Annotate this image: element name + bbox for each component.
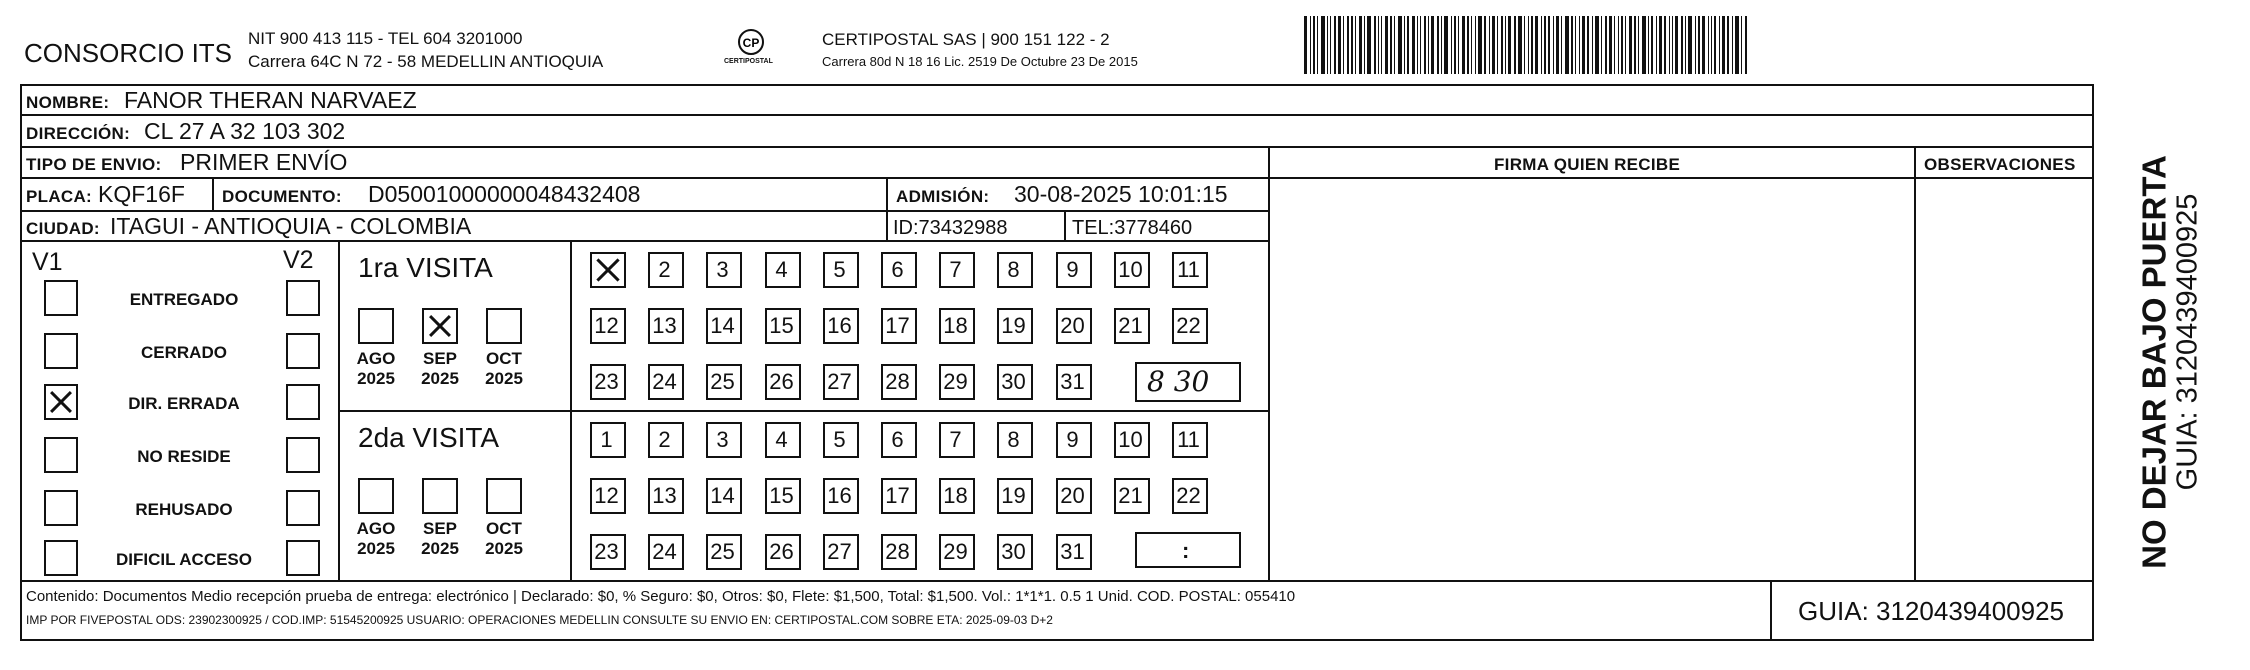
barcode-bar	[1681, 16, 1683, 74]
barcode-bar	[1505, 16, 1506, 74]
v1-checkbox[interactable]	[44, 540, 78, 576]
firma-header: FIRMA QUIEN RECIBE	[1494, 155, 1681, 174]
v1-header: V1	[32, 248, 63, 276]
barcode-bar	[1541, 16, 1542, 74]
barcode-bar	[1571, 16, 1573, 74]
barcode-bar	[1638, 16, 1639, 74]
barcode-bar	[1634, 16, 1636, 74]
barcode-bar	[1575, 16, 1576, 74]
month-year: 2025	[357, 539, 395, 558]
barcode-bar	[1327, 16, 1328, 74]
footer-guia: GUIA: 3120439400925	[1798, 596, 2064, 626]
barcode-bar	[1601, 16, 1602, 74]
barcode-bar	[1579, 16, 1580, 74]
day-box[interactable]: 4	[765, 422, 801, 458]
day-box[interactable]: 2	[648, 252, 684, 288]
barcode-bar	[1441, 16, 1442, 74]
month-year: 2025	[421, 369, 459, 388]
day-box[interactable]: 25	[706, 534, 742, 570]
day-box[interactable]: 31	[1056, 534, 1092, 570]
svg-text:CP: CP	[742, 36, 760, 50]
barcode-bar	[1475, 16, 1476, 74]
barcode-bar	[1420, 16, 1421, 74]
barcode-bar	[1708, 16, 1709, 74]
day-box[interactable]: 14	[706, 308, 742, 344]
barcode-bar	[1618, 16, 1619, 74]
v1-checkbox[interactable]	[44, 384, 78, 420]
month-checkbox[interactable]	[358, 308, 394, 344]
barcode-bar	[1404, 16, 1405, 74]
day-box[interactable]: 21	[1114, 308, 1150, 344]
day-box[interactable]: 28	[881, 534, 917, 570]
day-box[interactable]: 7	[939, 252, 975, 288]
day-box[interactable]: 29	[939, 364, 975, 400]
barcode-bar	[1544, 16, 1546, 74]
day-box[interactable]: 13	[648, 478, 684, 514]
barcode-bar	[1592, 16, 1593, 74]
barcode	[1304, 16, 1749, 74]
barcode-bar	[1582, 16, 1585, 74]
barcode-bar	[1735, 16, 1739, 74]
day-box[interactable]: 8	[997, 252, 1033, 288]
day-box[interactable]: 27	[823, 364, 859, 400]
day-box[interactable]: 14	[706, 478, 742, 514]
barcode-bar	[1651, 16, 1653, 74]
barcode-bar	[1695, 16, 1696, 74]
day-box[interactable]: 23	[590, 534, 626, 570]
month-checkbox[interactable]	[358, 478, 394, 514]
v2-checkbox[interactable]	[286, 490, 320, 526]
barcode-bar	[1338, 16, 1341, 74]
barcode-bar	[1321, 16, 1325, 74]
day-box[interactable]: 12	[590, 478, 626, 514]
v1-checkbox[interactable]	[44, 280, 78, 316]
admision-label: ADMISIÓN:	[896, 187, 990, 206]
v2-checkbox[interactable]	[286, 280, 320, 316]
visit2-time-box[interactable]	[1135, 532, 1241, 568]
barcode-bar	[1518, 16, 1522, 74]
admision-value: 30-08-2025 10:01:15	[1014, 181, 1228, 207]
visit1-time: 8 30	[1147, 365, 1210, 398]
documento-label: DOCUMENTO:	[222, 187, 342, 206]
day-box[interactable]: 16	[823, 308, 859, 344]
day-box[interactable]: 10	[1114, 422, 1150, 458]
month-checkbox[interactable]	[486, 308, 522, 344]
month-year: 2025	[421, 539, 459, 558]
barcode-bar	[1508, 16, 1511, 74]
v2-checkbox[interactable]	[286, 333, 320, 369]
barcode-bar	[1489, 16, 1490, 74]
day-box[interactable]: 26	[765, 364, 801, 400]
barcode-bar	[1698, 16, 1700, 74]
barcode-bar	[1330, 16, 1331, 74]
month-name: SEP	[422, 519, 458, 538]
barcode-bar	[1367, 16, 1371, 74]
visit2-time: :	[1182, 538, 1190, 563]
barcode-bar	[1548, 16, 1550, 74]
barcode-bar	[1334, 16, 1336, 74]
barcode-bar	[1714, 16, 1716, 74]
nombre-value: FANOR THERAN NARVAEZ	[124, 87, 417, 113]
day-box[interactable]: 9	[1056, 252, 1092, 288]
day-box[interactable]: 17	[881, 478, 917, 514]
barcode-bar	[1732, 16, 1733, 74]
barcode-bar	[1313, 16, 1315, 74]
id-value: ID:73432988	[893, 217, 1008, 239]
barcode-bar	[1444, 16, 1448, 74]
day-box[interactable]: 19	[997, 478, 1033, 514]
barcode-bar	[1310, 16, 1311, 74]
barcode-bar	[1484, 16, 1486, 74]
barcode-bar	[1364, 16, 1365, 74]
month-name: AGO	[356, 519, 396, 538]
barcode-bar	[1417, 16, 1418, 74]
barcode-bar	[1428, 16, 1429, 74]
barcode-bar	[1374, 16, 1376, 74]
ciudad-label: CIUDAD:	[26, 219, 100, 238]
barcode-bar	[1553, 16, 1554, 74]
day-box[interactable]: 27	[823, 534, 859, 570]
barcode-bar	[1407, 16, 1409, 74]
barcode-bar	[1390, 16, 1392, 74]
day-box[interactable]: 11	[1172, 252, 1208, 288]
v2-checkbox[interactable]	[286, 384, 320, 420]
reason-label: REHUSADO	[135, 500, 233, 519]
day-box[interactable]: 31	[1056, 364, 1092, 400]
visit2-title: 2da VISITA	[358, 422, 500, 453]
day-box[interactable]: 13	[648, 308, 684, 344]
barcode-bar	[1565, 16, 1569, 74]
barcode-bar	[1462, 16, 1465, 74]
v2-checkbox[interactable]	[286, 437, 320, 473]
reason-label: DIFICIL ACCESO	[115, 550, 252, 569]
month-name: AGO	[356, 349, 396, 368]
barcode-bar	[1605, 16, 1607, 74]
barcode-bar	[1727, 16, 1729, 74]
barcode-bar	[1355, 16, 1356, 74]
day-box[interactable]: 12	[590, 308, 626, 344]
v2-checkbox[interactable]	[286, 540, 320, 576]
barcode-bar	[1741, 16, 1742, 74]
barcode-bar	[1688, 16, 1692, 74]
day-box[interactable]: 6	[881, 252, 917, 288]
day-box[interactable]: 30	[997, 364, 1033, 400]
month-year: 2025	[485, 369, 523, 388]
barcode-bar	[1745, 16, 1747, 74]
barcode-bar	[1621, 16, 1623, 74]
barcode-bar	[1394, 16, 1395, 74]
day-box[interactable]: 21	[1114, 478, 1150, 514]
day-box[interactable]: 9	[1056, 422, 1092, 458]
day-box[interactable]: 2	[648, 422, 684, 458]
day-box[interactable]: 16	[823, 478, 859, 514]
day-box[interactable]: 26	[765, 534, 801, 570]
observaciones-header: OBSERVACIONES	[1924, 155, 2076, 174]
barcode-bar	[1669, 16, 1670, 74]
barcode-bar	[1467, 16, 1469, 74]
visit1-time-box[interactable]	[1135, 362, 1241, 402]
barcode-bar	[1524, 16, 1525, 74]
ciudad-value: ITAGUI - ANTIOQUIA - COLOMBIA	[110, 213, 472, 239]
barcode-bar	[1702, 16, 1705, 74]
month-name: OCT	[486, 349, 522, 368]
barcode-bar	[1595, 16, 1599, 74]
documento-value: D05001000000048432408	[368, 181, 641, 207]
barcode-bar	[1385, 16, 1388, 74]
month-checkbox[interactable]	[486, 478, 522, 514]
day-box[interactable]: 18	[939, 478, 975, 514]
barcode-bar	[1381, 16, 1382, 74]
day-box[interactable]: 6	[881, 422, 917, 458]
day-box[interactable]: 20	[1056, 308, 1092, 344]
day-box[interactable]: 18	[939, 308, 975, 344]
day-box[interactable]: 8	[997, 422, 1033, 458]
day-box[interactable]: 3	[706, 422, 742, 458]
day-box[interactable]: 1	[590, 422, 626, 458]
barcode-bar	[1561, 16, 1562, 74]
day-box[interactable]: 28	[881, 364, 917, 400]
day-box[interactable]: 25	[706, 364, 742, 400]
company-name: CONSORCIO ITS	[24, 38, 233, 68]
side-panel	[2096, 84, 2246, 641]
barcode-bar	[1497, 16, 1498, 74]
reason-label: CERRADO	[141, 343, 227, 362]
barcode-bar	[1351, 16, 1353, 74]
tel-value: TEL:3778460	[1072, 217, 1193, 239]
month-checkbox[interactable]	[422, 308, 458, 344]
barcode-bar	[1347, 16, 1349, 74]
day-box[interactable]: 7	[939, 422, 975, 458]
day-box[interactable]: 19	[997, 308, 1033, 344]
reason-label: NO RESIDE	[137, 447, 231, 466]
footer-imp: IMP POR FIVEPOSTAL ODS: 23902300925 / COD.IMP: 51545200925 USUARIO: OPERACIONES MEDELLIN CONSULTE SU ENVIO EN: CERTIPOSTAL.COM SOBRE ETA: 2025-09-03 D+2	[26, 613, 1053, 627]
barcode-bar	[1722, 16, 1725, 74]
day-box[interactable]	[590, 252, 626, 288]
barcode-bar	[1685, 16, 1686, 74]
day-box[interactable]: 30	[997, 534, 1033, 570]
barcode-bar	[1492, 16, 1495, 74]
barcode-bar	[1672, 16, 1673, 74]
day-box[interactable]: 10	[1114, 252, 1150, 288]
barcode-bar	[1556, 16, 1559, 74]
barcode-bar	[1431, 16, 1434, 74]
barcode-bar	[1664, 16, 1666, 74]
barcode-bar	[1437, 16, 1439, 74]
visit1-title: 1ra VISITA	[358, 252, 493, 283]
barcode-bar	[1359, 16, 1362, 74]
placa-value: KQF16F	[98, 181, 185, 207]
barcode-bar	[1478, 16, 1482, 74]
barcode-bar	[1535, 16, 1538, 74]
barcode-bar	[1642, 16, 1646, 74]
barcode-bar	[1648, 16, 1649, 74]
day-box[interactable]: 24	[648, 534, 684, 570]
barcode-bar	[1625, 16, 1626, 74]
barcode-bar	[1587, 16, 1589, 74]
barcode-bar	[1378, 16, 1379, 74]
month-checkbox[interactable]	[422, 478, 458, 514]
nombre-label: NOMBRE:	[26, 93, 110, 112]
barcode-bar	[1514, 16, 1516, 74]
barcode-bar	[1343, 16, 1344, 74]
day-box[interactable]: 3	[706, 252, 742, 288]
barcode-bar	[1531, 16, 1533, 74]
barcode-bar	[1501, 16, 1503, 74]
day-box[interactable]: 24	[648, 364, 684, 400]
month-year: 2025	[485, 539, 523, 558]
month-year: 2025	[357, 369, 395, 388]
courier-address: Carrera 80d N 18 16 Lic. 2519 De Octubre 23 De 2015	[822, 54, 1138, 69]
barcode-bar	[1471, 16, 1472, 74]
reason-label: DIR. ERRADA	[128, 394, 240, 413]
tipo-envio-value: PRIMER ENVÍO	[180, 149, 348, 175]
barcode-bar	[1458, 16, 1459, 74]
barcode-bar	[1659, 16, 1662, 74]
reason-label: ENTREGADO	[129, 290, 239, 309]
day-box[interactable]: 20	[1056, 478, 1092, 514]
day-box[interactable]: 23	[590, 364, 626, 400]
barcode-bar	[1317, 16, 1318, 74]
barcode-bar	[1719, 16, 1720, 74]
no-dejar-notice: NO DEJAR BAJO PUERTA	[2135, 155, 2173, 569]
direccion-value: CL 27 A 32 103 302	[144, 118, 346, 144]
barcode-bar	[1614, 16, 1615, 74]
barcode-bar	[1451, 16, 1452, 74]
barcode-bar	[1424, 16, 1426, 74]
v1-checkbox[interactable]	[44, 490, 78, 526]
day-box[interactable]: 5	[823, 252, 859, 288]
company-nit: NIT 900 413 115 - TEL 604 3201000	[248, 29, 523, 48]
day-box[interactable]: 5	[823, 422, 859, 458]
month-name: OCT	[486, 519, 522, 538]
day-box[interactable]: 29	[939, 534, 975, 570]
barcode-bar	[1412, 16, 1415, 74]
certipostal-logo	[724, 26, 774, 72]
day-box[interactable]: 22	[1172, 478, 1208, 514]
day-box[interactable]: 15	[765, 308, 801, 344]
tipo-envio-label: TIPO DE ENVIO:	[26, 155, 162, 174]
barcode-bar	[1454, 16, 1456, 74]
courier-name: CERTIPOSTAL SAS | 900 151 122 - 2	[822, 30, 1110, 49]
logo-caption: CERTIPOSTAL	[724, 58, 773, 65]
barcode-bar	[1304, 16, 1307, 74]
side-guia: GUIA: 3120439400925	[2171, 193, 2204, 491]
barcode-bar	[1629, 16, 1632, 74]
barcode-bar	[1528, 16, 1529, 74]
barcode-bar	[1398, 16, 1402, 74]
day-box[interactable]: 11	[1172, 422, 1208, 458]
barcode-bar	[1609, 16, 1612, 74]
barcode-bar	[1675, 16, 1678, 74]
direccion-label: DIRECCIÓN:	[26, 124, 131, 143]
barcode-bar	[1711, 16, 1712, 74]
v1-checkbox[interactable]	[44, 333, 78, 369]
day-box[interactable]: 4	[765, 252, 801, 288]
v1-checkbox[interactable]	[44, 437, 78, 473]
day-box[interactable]: 17	[881, 308, 917, 344]
month-name: SEP	[422, 349, 458, 368]
footer-contents: Contenido: Documentos Medio recepción prueba de entrega: electrónico | Declarado: $0, % Seguro: $0, Otros: $0, Flete: $1,500, Total: $1,500. Vol.: 1*1*1. 0.5 1 Unid. COD. POSTAL: 055410	[26, 588, 1296, 605]
placa-label: PLACA:	[26, 187, 93, 206]
day-box[interactable]: 15	[765, 478, 801, 514]
company-address: Carrera 64C N 72 - 58 MEDELLIN ANTIOQUIA	[248, 52, 604, 71]
day-box[interactable]: 22	[1172, 308, 1208, 344]
v2-header: V2	[283, 246, 314, 274]
barcode-bar	[1656, 16, 1657, 74]
